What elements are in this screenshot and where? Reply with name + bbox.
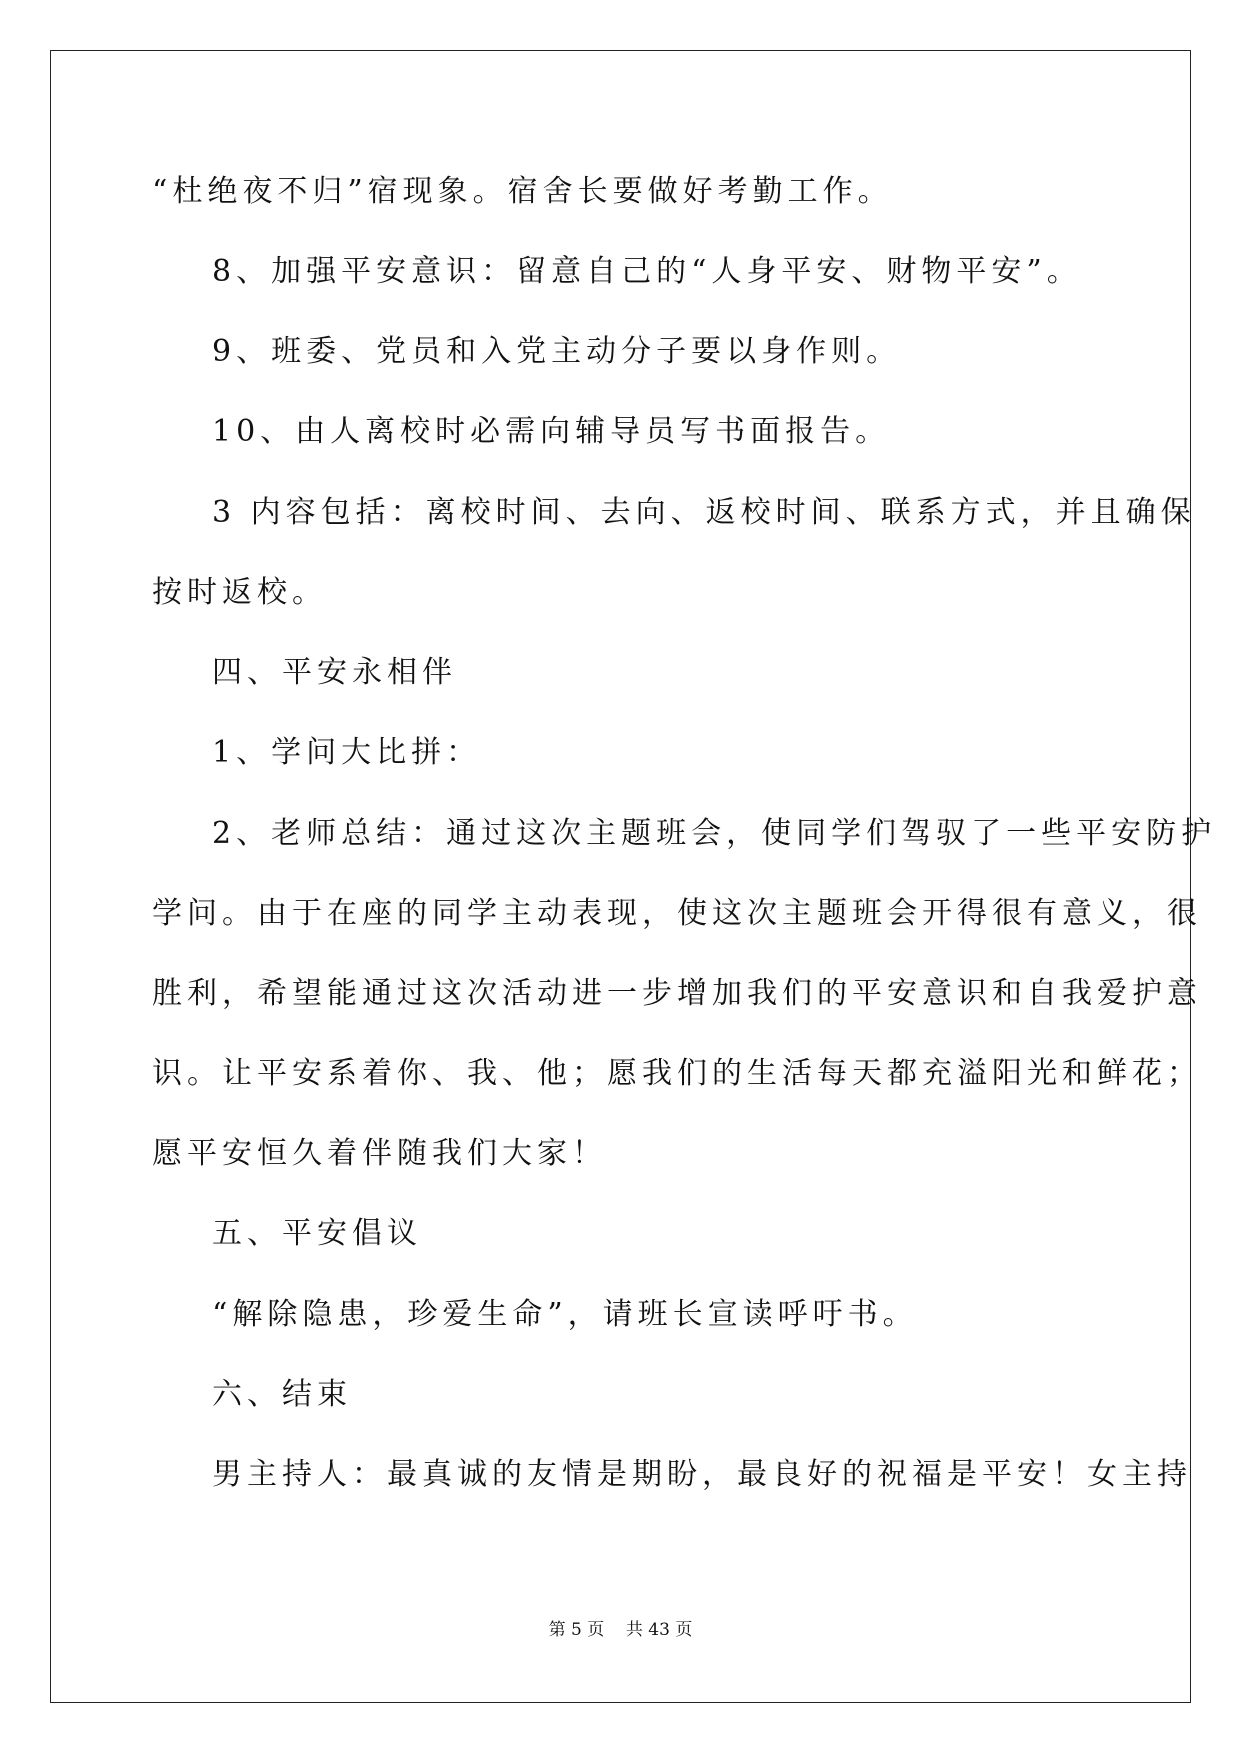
page-number-footer: 第 5 页 共 43 页 <box>548 1620 693 1640</box>
section-heading: 五、平安倡议 <box>212 1216 422 1251</box>
paragraph-line: 按时返校。 <box>152 575 327 610</box>
paragraph-line: 愿平安恒久着伴随我们大家！ <box>152 1136 607 1171</box>
paragraph-line: 8、加强平安意识：留意自己的“人身平安、财物平安”。 <box>212 254 1082 289</box>
paragraph-line: 10、由人离校时必需向辅导员写书面报告。 <box>212 414 891 449</box>
paragraph-line: 3 内容包括：离校时间、去向、返校时间、联系方式，并且确保 <box>212 495 1196 530</box>
paragraph-line: 1、学问大比拼： <box>212 735 482 770</box>
paragraph-line: 9、班委、党员和入党主动分子要以身作则。 <box>212 334 902 369</box>
paragraph-line: 学问。由于在座的同学主动表现，使这次主题班会开得很有意义，很 <box>152 896 1202 931</box>
section-heading: 四、平安永相伴 <box>212 655 457 690</box>
paragraph-line: 男主持人：最真诚的友情是期盼，最良好的祝福是平安！女主持 <box>212 1457 1192 1492</box>
section-heading: 六、结束 <box>212 1377 352 1412</box>
paragraph-line: 2、老师总结：通过这次主题班会，使同学们驾驭了一些平安防护 <box>212 816 1217 851</box>
paragraph-line: 胜利，希望能通过这次活动进一步增加我们的平安意识和自我爱护意 <box>152 976 1202 1011</box>
paragraph-line: “杜绝夜不归”宿现象。宿舍长要做好考勤工作。 <box>152 174 893 209</box>
paragraph-line: “解除隐患，珍爱生命”，请班长宣读呼吁书。 <box>212 1297 918 1332</box>
paragraph-line: 识。让平安系着你、我、他；愿我们的生活每天都充溢阳光和鲜花； <box>152 1056 1202 1091</box>
